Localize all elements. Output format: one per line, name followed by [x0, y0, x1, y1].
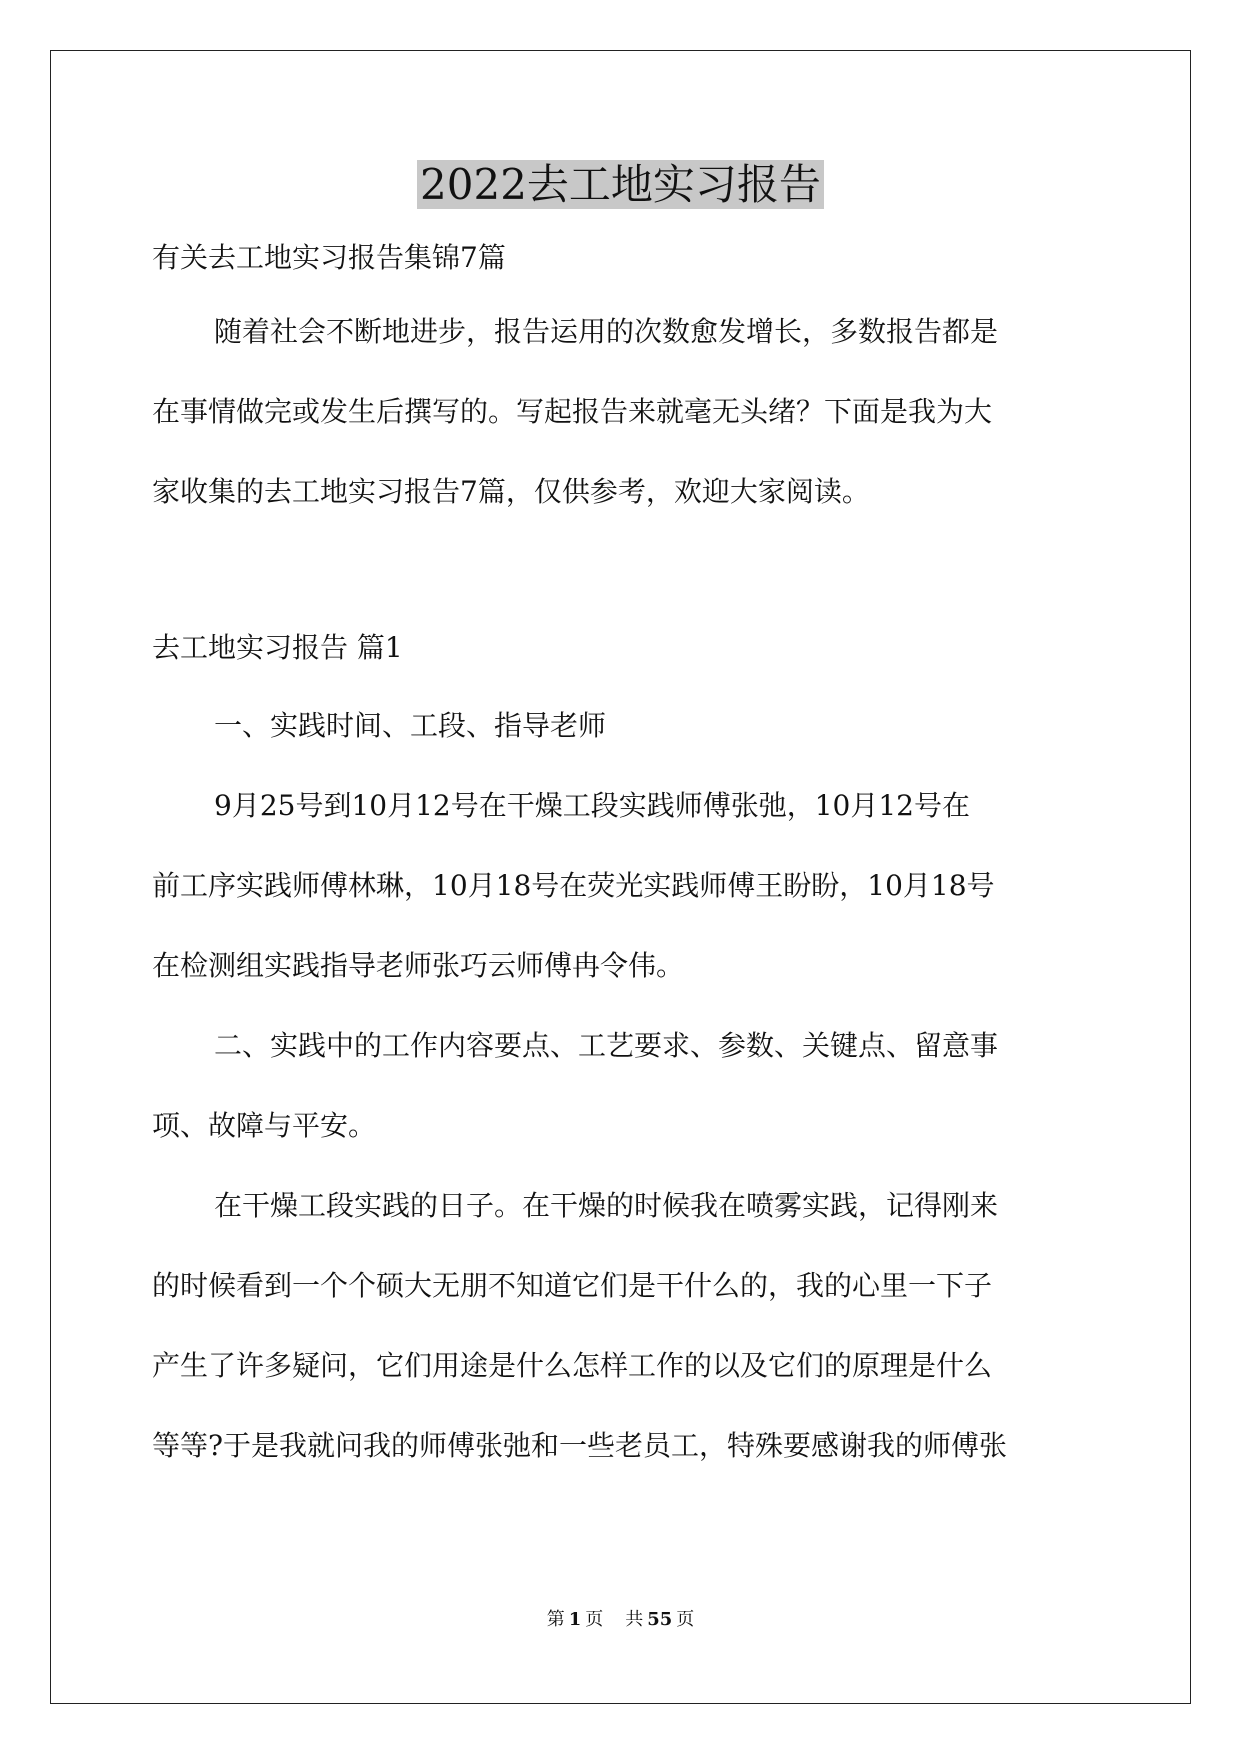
body-line: 9月25号到10月12号在干燥工段实践师傅张弛，10月12号在 — [214, 789, 970, 822]
intro-line: 家收集的去工地实习报告7篇，仅供参考，欢迎大家阅读。 — [152, 475, 870, 508]
page-footer — [0, 1608, 1241, 1632]
body-line: 一、实践时间、工段、指导老师 — [214, 709, 607, 742]
body-line: 项、故障与平安。 — [152, 1109, 377, 1142]
body-line: 在检测组实践指导老师张巧云师傅冉令伟。 — [152, 949, 685, 982]
document-title — [0, 155, 1241, 215]
page-number: 1 — [568, 1609, 582, 1630]
body-line: 前工序实践师傅林琳，10月18号在荧光实践师傅王盼盼，10月18号 — [152, 869, 995, 902]
document-subtitle: 有关去工地实习报告集锦7篇 — [152, 241, 506, 274]
total-pages: 55 — [647, 1609, 673, 1630]
total-unit: 页 — [676, 1609, 695, 1630]
body-line: 二、实践中的工作内容要点、工艺要求、参数、关键点、留意事 — [214, 1029, 999, 1062]
document-title-text: 2022去工地实习报告 — [417, 160, 824, 209]
section-heading: 去工地实习报告 篇1 — [152, 631, 403, 664]
total-prefix: 共 — [625, 1609, 644, 1630]
page-prefix: 第 — [546, 1609, 565, 1630]
body-line: 等等?于是我就问我的师傅张弛和一些老员工，特殊要感谢我的师傅张 — [152, 1429, 1008, 1462]
intro-line: 在事情做完或发生后撰写的。写起报告来就毫无头绪？下面是我为大 — [152, 395, 993, 428]
body-line: 产生了许多疑问，它们用途是什么怎样工作的以及它们的原理是什么 — [152, 1349, 993, 1382]
body-line: 的时候看到一个个硕大无朋不知道它们是干什么的，我的心里一下子 — [152, 1269, 993, 1302]
page-unit: 页 — [585, 1609, 604, 1630]
body-line: 在干燥工段实践的日子。在干燥的时候我在喷雾实践，记得刚来 — [214, 1189, 999, 1222]
intro-line: 随着社会不断地进步，报告运用的次数愈发增长，多数报告都是 — [214, 315, 999, 348]
